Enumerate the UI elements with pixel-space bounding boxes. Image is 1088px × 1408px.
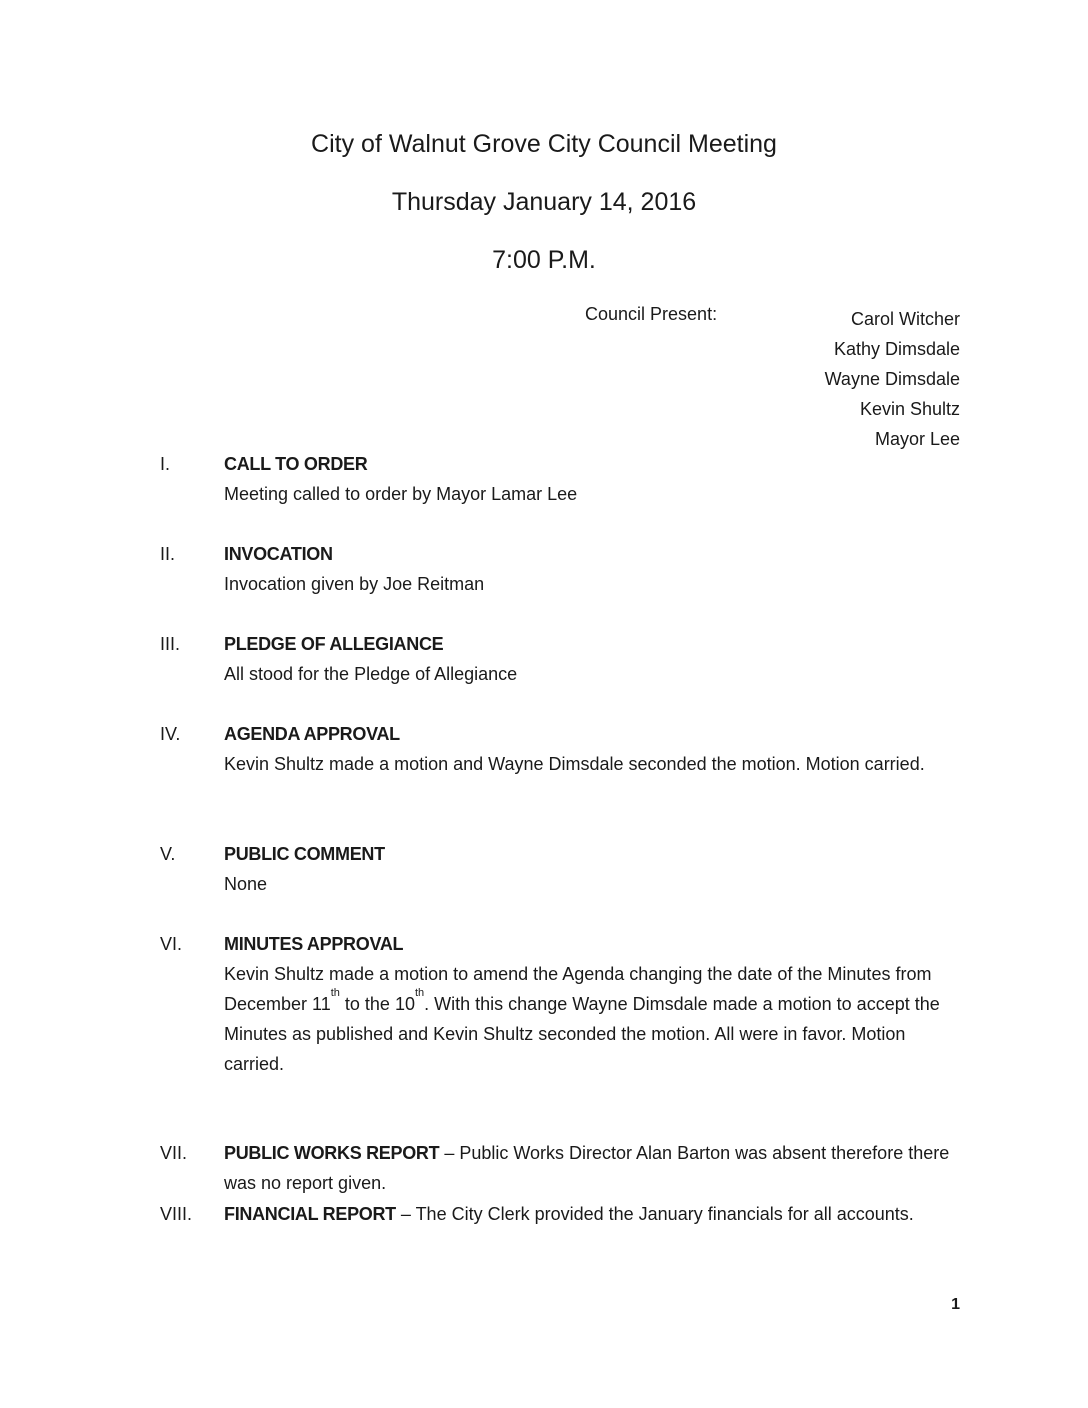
council-member: Kathy Dimsdale [833, 339, 960, 359]
section-numeral: III. [160, 634, 181, 654]
section-text: Invocation given by Joe Reitman [224, 574, 485, 594]
section-numeral: VII. [160, 1143, 188, 1163]
council-member: Wayne Dimsdale [824, 369, 960, 389]
council-member: Kevin Shultz [859, 399, 960, 419]
page-number: 1 [951, 1296, 960, 1313]
section-numeral: VIII. [160, 1204, 193, 1224]
council-member: Carol Witcher [850, 309, 960, 329]
section-pledge [160, 629, 970, 689]
section-call-to-order [160, 449, 970, 509]
section-text: All stood for the Pledge of Allegiance [224, 664, 518, 684]
section-text: None [224, 874, 268, 894]
section-heading: INVOCATION [224, 544, 333, 564]
council-present-label: Council Present: [585, 304, 718, 324]
meeting-time: 7:00 P.M. [492, 246, 596, 274]
council-member: Mayor Lee [874, 429, 960, 449]
section-heading: PUBLIC COMMENT [224, 844, 385, 864]
section-heading: CALL TO ORDER [224, 454, 368, 474]
ordinal-suffix: th [414, 987, 425, 999]
section-heading: PUBLIC WORKS REPORT [224, 1143, 440, 1163]
section-numeral: II. [160, 544, 176, 564]
section-agenda-approval [160, 719, 970, 779]
section-public-works-report [160, 1138, 970, 1198]
section-heading: MINUTES APPROVAL [224, 934, 404, 954]
council-members-list [825, 304, 960, 454]
text-part: to the 10 [339, 994, 415, 1014]
section-text: Meeting called to order by Mayor Lamar Lee [224, 484, 578, 504]
section-text: – Public Works Director Alan Barton was absent therefore there was no report given. [224, 1143, 950, 1193]
section-heading: FINANCIAL REPORT [224, 1204, 396, 1224]
section-text [224, 959, 970, 1079]
section-invocation [160, 539, 970, 599]
text-part: Kevin Shultz made a motion to amend the Agenda changing the date of the Minutes from December 11 [224, 964, 932, 1014]
section-text: – The City Clerk provided the January financials for all accounts. [395, 1204, 914, 1224]
section-numeral: IV. [160, 724, 181, 744]
section-public-comment [160, 839, 970, 899]
section-numeral: V. [160, 844, 176, 864]
section-minutes-approval [160, 929, 970, 1079]
section-numeral: VI. [160, 934, 183, 954]
section-heading: PLEDGE OF ALLEGIANCE [224, 634, 444, 654]
meeting-date: Thursday January 14, 2016 [391, 188, 697, 216]
section-financial-report [160, 1199, 970, 1229]
section-heading: AGENDA APPROVAL [224, 724, 400, 744]
section-text: Kevin Shultz made a motion and Wayne Dimsdale seconded the motion. Motion carried. [224, 754, 925, 774]
ordinal-suffix: th [330, 987, 340, 999]
text-part: . With this change Wayne Dimsdale made a motion to accept the Minutes as published and Kevin Shultz seconded the motion. All were in favor. Motion carried. [224, 994, 940, 1074]
section-numeral: I. [160, 454, 171, 474]
document-title: City of Walnut Grove City Council Meeting [311, 130, 777, 158]
